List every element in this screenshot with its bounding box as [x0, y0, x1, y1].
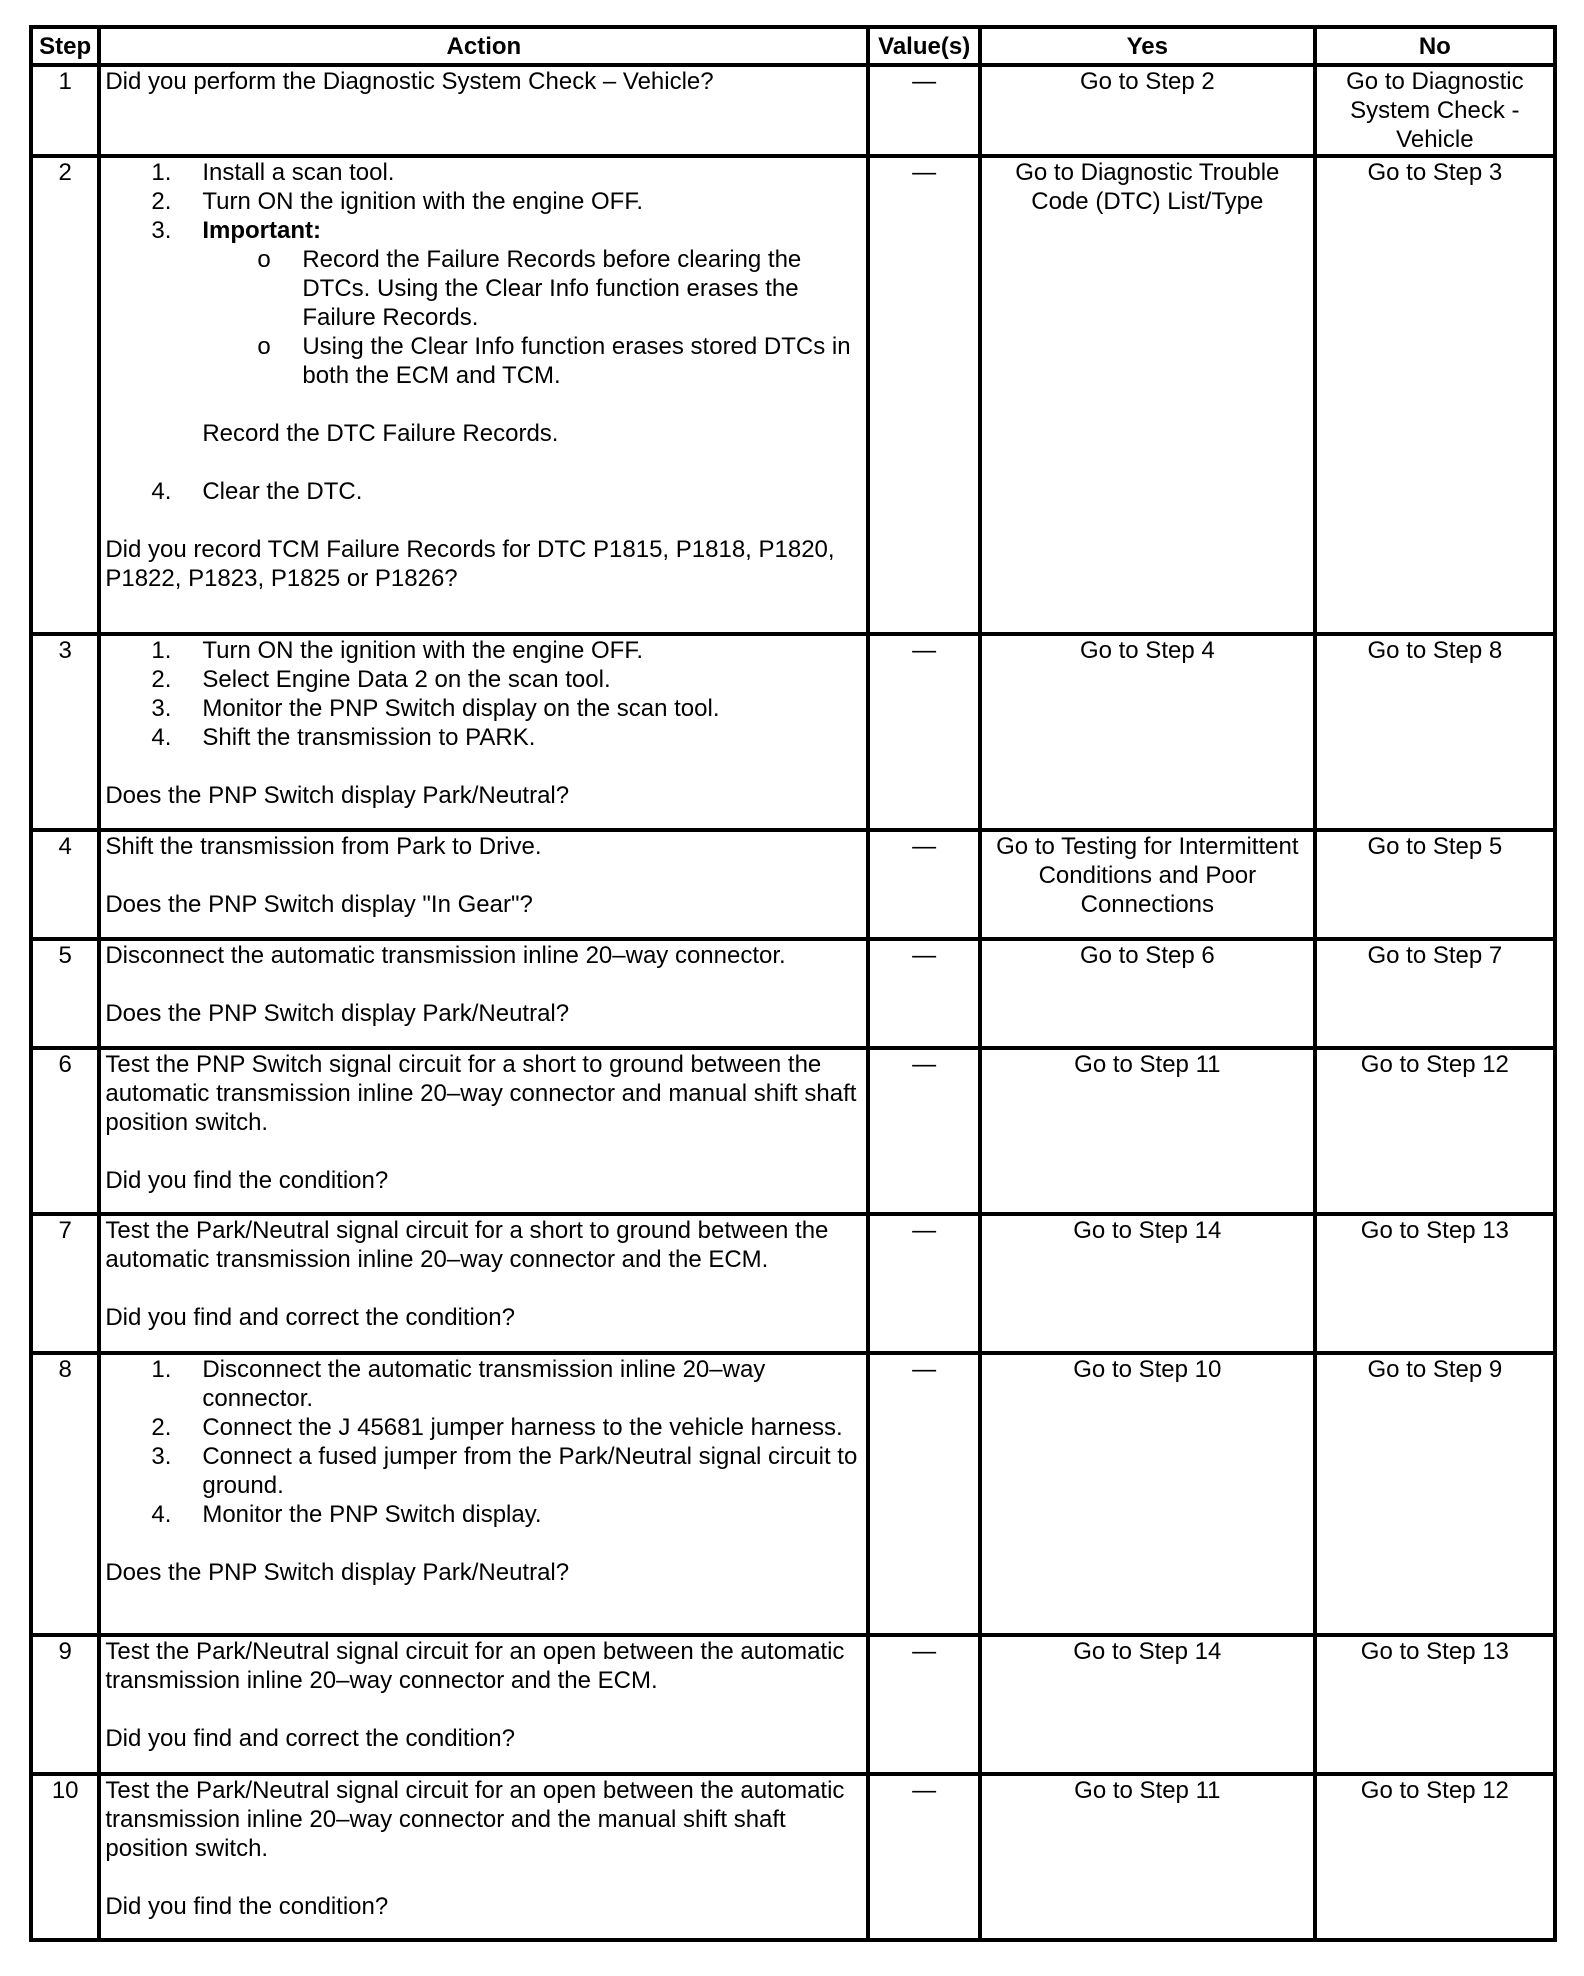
action-question: Does the PNP Switch display Park/Neutral?	[105, 1559, 570, 1586]
value-cell: —	[868, 1774, 980, 1940]
action-step-item: 2. Connect the J 45681 jumper harness to the vehicle harness.	[151, 1414, 843, 1441]
action-question: Did you find and correct the condition?	[105, 1725, 515, 1752]
action-step-item: 1. Disconnect the automatic transmission inline 20–way connector.	[151, 1356, 766, 1412]
header-row	[31, 27, 1555, 65]
no-cell: Go to Diagnostic System Check - Vehicle	[1315, 65, 1555, 156]
yes-cell: Go to Step 11	[980, 1774, 1315, 1940]
value-cell: —	[868, 939, 980, 1048]
step-number: 2	[31, 156, 99, 634]
action-question: Did you record TCM Failure Records for DTC P1815, P1818, P1820, P1822, P1823, P1825 or P1826?	[105, 536, 835, 592]
no-cell: Go to Step 5	[1315, 830, 1555, 939]
action-question: Did you perform the Diagnostic System Check – Vehicle?	[105, 68, 714, 95]
bullet-icon: o	[257, 333, 271, 360]
action-cell	[99, 1048, 868, 1214]
action-cell	[99, 65, 868, 156]
important-bullets	[202, 245, 862, 390]
no-cell: Go to Step 12	[1315, 1774, 1555, 1940]
action-step-item: 4. Shift the transmission to PARK.	[151, 724, 536, 751]
value-cell: —	[868, 1353, 980, 1635]
yes-cell: Go to Testing for Intermittent Conditions and Poor Connections	[980, 830, 1315, 939]
step-number: 10	[31, 1774, 99, 1940]
action-step-item: 1. Install a scan tool.	[151, 159, 395, 186]
no-cell: Go to Step 12	[1315, 1048, 1555, 1214]
yes-cell: Go to Diagnostic Trouble Code (DTC) List/Type	[980, 156, 1315, 634]
action-question: Does the PNP Switch display Park/Neutral?	[105, 1000, 570, 1027]
yes-cell: Go to Step 6	[980, 939, 1315, 1048]
table-row	[31, 939, 1555, 1048]
action-cell	[99, 634, 868, 830]
header-yes: Yes	[980, 27, 1315, 65]
value-cell: —	[868, 65, 980, 156]
step-number: 5	[31, 939, 99, 1048]
action-step-item: 3. Monitor the PNP Switch display on the scan tool.	[151, 695, 720, 722]
yes-cell: Go to Step 14	[980, 1635, 1315, 1774]
no-cell: Go to Step 9	[1315, 1353, 1555, 1635]
bullet-icon: o	[257, 246, 271, 273]
no-cell: Go to Step 3	[1315, 156, 1555, 634]
header-no: No	[1315, 27, 1555, 65]
action-cell	[99, 1635, 868, 1774]
header-action: Action	[99, 27, 868, 65]
action-cell	[99, 939, 868, 1048]
action-steps	[105, 1355, 862, 1529]
action-text: Test the Park/Neutral signal circuit for an open between the automatic transmission inline 20–way connector and the manual shift shaft position switch.	[105, 1777, 845, 1862]
action-text: Test the PNP Switch signal circuit for a short to ground between the automatic transmission inline 20–way connector and manual shift shaft position switch.	[105, 1051, 857, 1136]
action-note: Record the DTC Failure Records.	[202, 420, 559, 447]
action-text: Shift the transmission from Park to Drive.	[105, 833, 542, 860]
table-row	[31, 156, 1555, 634]
action-step-item: 3. Important: o Record the Failure Records before clearing the DTCs. Using the Clear Info function erases the Failure Records. o Using the Clear Info function erases stored DTCs in both the ECM and TCM.	[105, 216, 862, 390]
action-text: Test the Park/Neutral signal circuit for a short to ground between the automatic transmission inline 20–way connector and the ECM.	[105, 1217, 829, 1273]
table-row	[31, 1353, 1555, 1635]
no-cell: Go to Step 13	[1315, 1635, 1555, 1774]
action-text: Disconnect the automatic transmission inline 20–way connector.	[105, 942, 786, 969]
no-cell: Go to Step 8	[1315, 634, 1555, 830]
yes-cell: Go to Step 2	[980, 65, 1315, 156]
no-cell: Go to Step 7	[1315, 939, 1555, 1048]
no-cell: Go to Step 13	[1315, 1214, 1555, 1353]
step-number: 7	[31, 1214, 99, 1353]
header-step: Step	[31, 27, 99, 65]
action-step-item: 3. Connect a fused jumper from the Park/Neutral signal circuit to ground.	[151, 1443, 858, 1499]
value-cell: —	[868, 156, 980, 634]
action-step-item: 2. Select Engine Data 2 on the scan tool.	[151, 666, 611, 693]
table-row	[31, 1635, 1555, 1774]
action-step-item: 4. Monitor the PNP Switch display.	[151, 1501, 542, 1528]
step-number: 4	[31, 830, 99, 939]
step-number: 9	[31, 1635, 99, 1774]
yes-cell: Go to Step 10	[980, 1353, 1315, 1635]
action-cell	[99, 1214, 868, 1353]
action-question: Did you find the condition?	[105, 1893, 389, 1920]
yes-cell: Go to Step 4	[980, 634, 1315, 830]
value-cell: —	[868, 1214, 980, 1353]
action-question: Does the PNP Switch display Park/Neutral?	[105, 782, 570, 809]
action-question: Did you find the condition?	[105, 1167, 389, 1194]
action-cell	[99, 1353, 868, 1635]
yes-cell: Go to Step 11	[980, 1048, 1315, 1214]
step-number: 3	[31, 634, 99, 830]
step-number: 1	[31, 65, 99, 156]
action-question: Did you find and correct the condition?	[105, 1304, 515, 1331]
action-step-item: 2. Turn ON the ignition with the engine OFF.	[151, 188, 644, 215]
bullet-item: o Record the Failure Records before clearing the DTCs. Using the Clear Info function erases the Failure Records.	[257, 246, 802, 331]
action-step-item: 1. Turn ON the ignition with the engine OFF.	[151, 637, 644, 664]
action-question: Does the PNP Switch display "In Gear"?	[105, 891, 533, 918]
value-cell: —	[868, 634, 980, 830]
yes-cell: Go to Step 14	[980, 1214, 1315, 1353]
value-cell: —	[868, 1048, 980, 1214]
action-steps	[105, 636, 862, 752]
table-row	[31, 65, 1555, 156]
action-steps	[105, 477, 862, 506]
value-cell: —	[868, 830, 980, 939]
step-number: 6	[31, 1048, 99, 1214]
table-row	[31, 1214, 1555, 1353]
bullet-item: o Using the Clear Info function erases stored DTCs in both the ECM and TCM.	[257, 333, 851, 389]
important-label: Important:	[202, 217, 321, 244]
diagnostic-table	[29, 25, 1557, 1942]
table-row	[31, 830, 1555, 939]
header-values: Value(s)	[868, 27, 980, 65]
action-cell	[99, 830, 868, 939]
value-cell: —	[868, 1635, 980, 1774]
action-steps	[105, 158, 862, 390]
table-row	[31, 1048, 1555, 1214]
table-row	[31, 1774, 1555, 1940]
table-row	[31, 634, 1555, 830]
action-step-item: 4. Clear the DTC.	[151, 478, 363, 505]
action-cell	[99, 156, 868, 634]
action-text: Test the Park/Neutral signal circuit for an open between the automatic transmission inline 20–way connector and the ECM.	[105, 1638, 845, 1694]
step-number: 8	[31, 1353, 99, 1635]
action-cell	[99, 1774, 868, 1940]
